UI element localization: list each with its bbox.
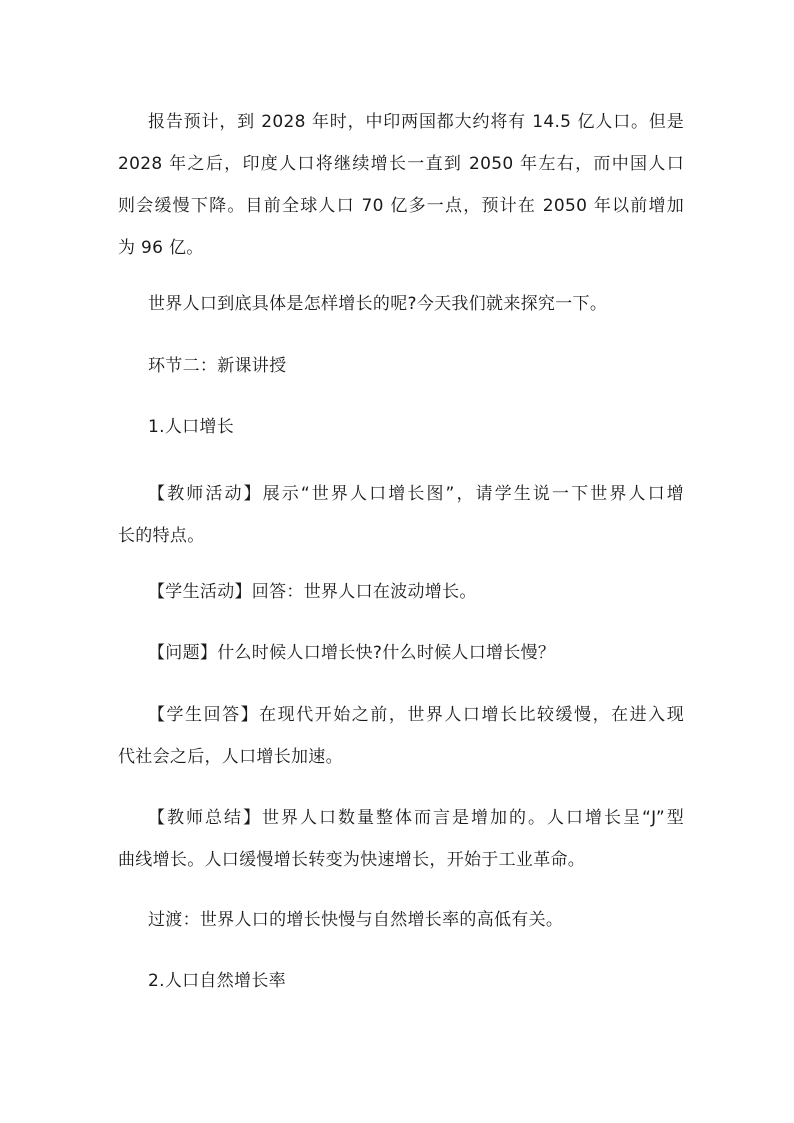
text-line: 报告预计，到 2028 年时，中印两国都大约将有 14.5 亿人口。但是 [148, 112, 684, 132]
text-line: 过渡：世界人口的增长快慢与自然增长率的高低有关。 [148, 910, 564, 930]
text-line: 【学生活动】回答：世界人口在波动增长。 [148, 582, 477, 602]
subheading-population-growth [118, 411, 684, 443]
text-line: 为 96 亿。 [118, 238, 204, 258]
text-line: 【学生回答】在现代开始之前，世界人口增长比较缓慢，在进入现 [148, 705, 684, 725]
text-line: 则会缓慢下降。目前全球人口 70 亿多一点，预计在 2050 年以前增加 [118, 196, 684, 216]
text-line: 【教师总结】世界人口数量整体而言是增加的。人口增长呈“J”型 [148, 808, 684, 828]
text-line: 长的特点。 [118, 526, 205, 546]
text-line: 2.人口自然增长率 [148, 971, 286, 991]
paragraph-population-forecast [118, 101, 684, 269]
text-line: 代社会之后，人口增长加速。 [118, 747, 343, 767]
text-line: 1.人口增长 [148, 417, 235, 437]
paragraph-teacher-activity [118, 473, 684, 557]
paragraph-teacher-summary [118, 797, 684, 881]
text-line: 【问题】什么时候人口增长快?什么时候人口增长慢？ [148, 643, 556, 663]
paragraph-question [118, 637, 684, 669]
text-line: 2028 年之后，印度人口将继续增长一直到 2050 年左右，而中国人口 [118, 154, 684, 174]
text-line: 世界人口到底具体是怎样增长的呢?今天我们就来探究一下。 [148, 294, 608, 314]
section-heading-new-lesson [118, 350, 684, 382]
text-line: 环节二：新课讲授 [148, 356, 287, 376]
subheading-natural-growth-rate [118, 965, 684, 997]
text-line: 曲线增长。人口缓慢增长转变为快速增长，开始于工业革命。 [118, 850, 586, 870]
paragraph-question-intro [118, 288, 684, 320]
paragraph-transition [118, 904, 684, 936]
paragraph-student-activity [118, 576, 684, 608]
paragraph-student-answer [118, 694, 684, 778]
text-line: 【教师活动】展示“世界人口增长图”，请学生说一下世界人口增 [148, 484, 684, 504]
